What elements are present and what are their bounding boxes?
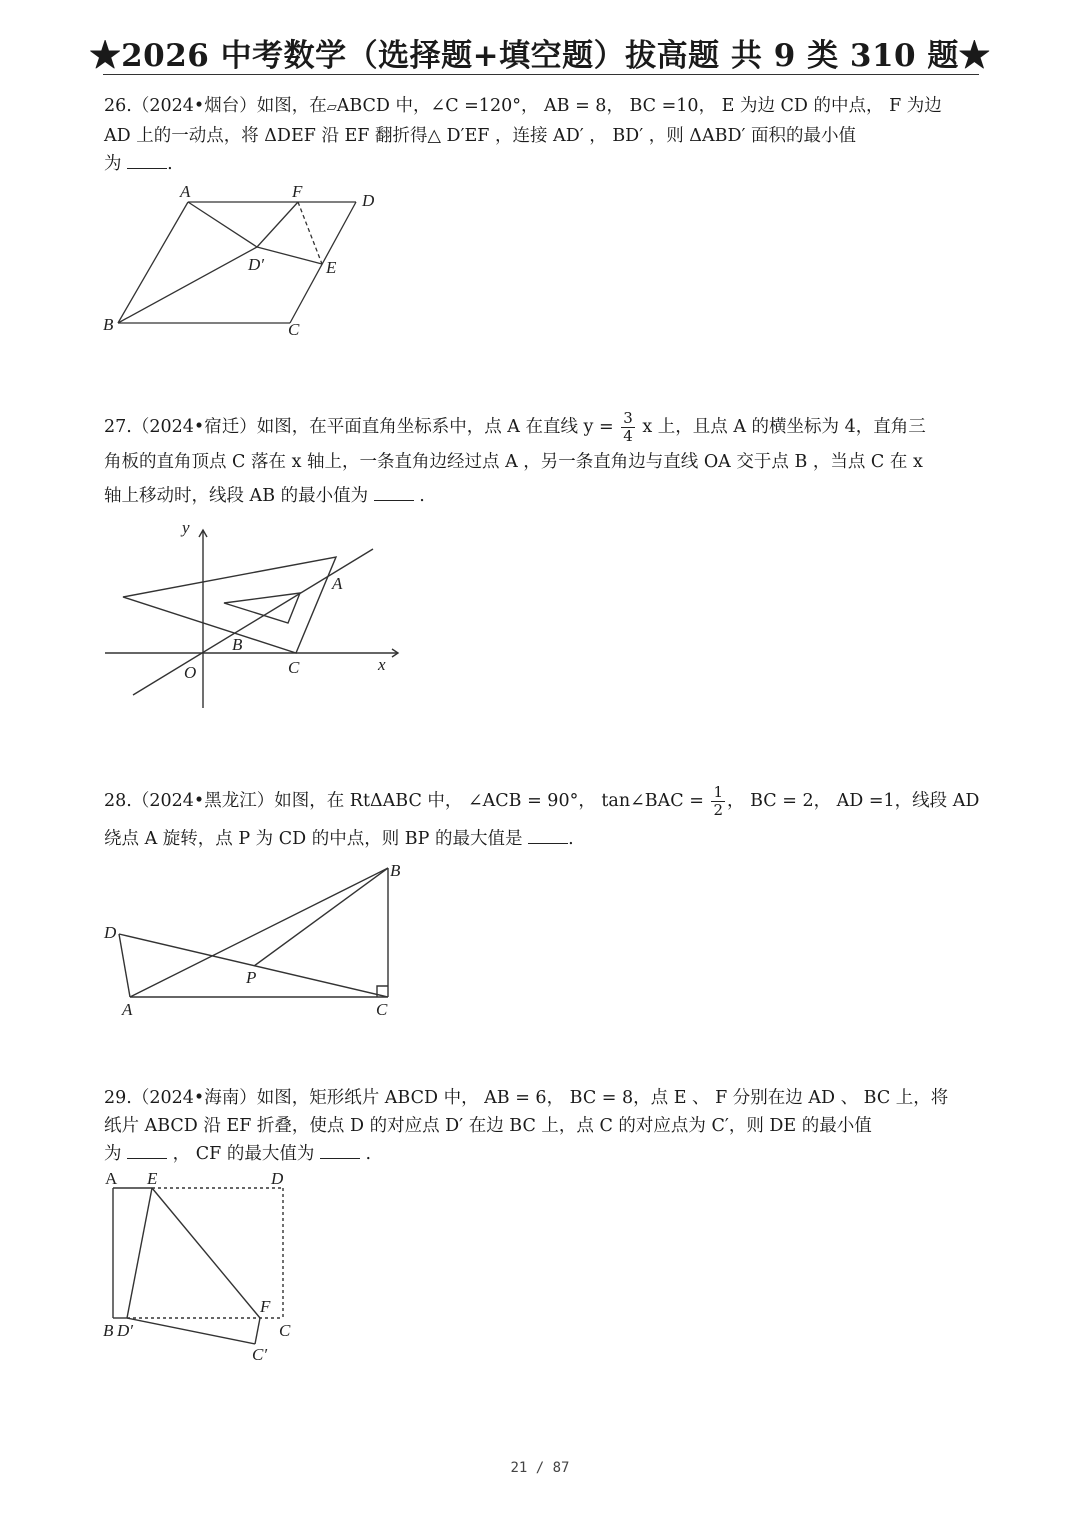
q27-label-C: C (288, 658, 300, 677)
q27-label-x: x (378, 655, 386, 674)
fraction-one-half: $\frac{1}{2}$ (713, 783, 724, 819)
page-number: 21 / 87 (510, 1460, 570, 1476)
parallelogram-icon: ▱ (326, 100, 337, 115)
figure-q28 (100, 860, 410, 1025)
q28-line1: 28.（2024•黑龙江）如图，在 RtΔABC 中， ∠ACB = 90°， tan∠BAC = $\frac{1}{2}$ ， BC = 2， AD =1，线段 AD (104, 783, 980, 819)
figure-q26 (100, 180, 390, 340)
q26-label-F: F (292, 182, 303, 201)
q28-label-P: P (246, 968, 257, 987)
q28-label-C: C (376, 1000, 388, 1019)
q27-line3: 轴上移动时，线段 AB 的最小值为 . (104, 479, 984, 513)
q26-label-E: E (326, 258, 337, 277)
figure-q29 (100, 1168, 310, 1368)
figure-q27 (100, 515, 410, 715)
q26-label-D: D (362, 191, 375, 210)
q28-label-B: B (390, 861, 401, 880)
q29-label-Dprime: D′ (117, 1321, 133, 1340)
q29-label-E: E (147, 1169, 158, 1188)
question-26 (104, 92, 984, 178)
q29-label-D: D (271, 1169, 284, 1188)
answer-blank[interactable] (528, 825, 568, 844)
q26-line1: 26.（2024•烟台）如图，在▱ABCD 中，∠C =120°， AB = 8， BC =10， E 为边 CD 的中点， F 为边 (104, 96, 942, 116)
q27-label-y: y (182, 518, 190, 537)
answer-blank[interactable] (127, 150, 167, 169)
document-header: ★2026 中考数学（选择题+填空题）拔高题 共 9 类 310 题★ (89, 38, 991, 74)
q29-label-B: B (103, 1321, 114, 1340)
q26-label-A: A (180, 182, 191, 201)
question-29 (104, 1084, 984, 1168)
header-rule (103, 74, 979, 75)
q27-label-A: A (332, 574, 343, 593)
q26-label-B: B (103, 315, 114, 334)
q28-line2: 绕点 A 旋转，点 P 为 CD 的中点，则 BP 的最大值是 . (104, 820, 984, 858)
q27-line1: 27.（2024•宿迁）如图，在平面直角坐标系中，点 A 在直线 y = $\frac{3}{4}$ x 上，且点 A 的横坐标为 4，直角三 (104, 409, 926, 445)
q26-label-C: C (288, 320, 300, 339)
q26-line2: AD 上的一动点，将 ΔDEF 沿 EF 翻折得△ D′EF ，连接 AD′ ， BD′ ，则 ΔABD′ 面积的最小值 (104, 126, 857, 146)
fraction-three-quarters: $\frac{3}{4}$ (623, 409, 633, 445)
q29-label-F: F (260, 1297, 271, 1316)
q28-label-D: D (104, 923, 117, 942)
q26-label-Dprime: D′ (248, 255, 264, 274)
q28-label-A: A (122, 1000, 133, 1019)
q29-label-Cprime: C′ (252, 1345, 268, 1364)
answer-blank-cf[interactable] (320, 1140, 360, 1159)
question-28 (104, 782, 984, 858)
q29-line2: 纸片 ABCD 沿 EF 折叠，使点 D 的对应点 D′ 在边 BC 上，点 C 的对应点为 C′，则 DE 的最小值 (104, 1116, 872, 1136)
question-27 (104, 410, 984, 513)
q27-label-O: O (184, 663, 197, 682)
answer-blank-de[interactable] (127, 1140, 167, 1159)
q27-label-B: B (232, 635, 243, 654)
q29-label-C: C (279, 1321, 291, 1340)
q29-line3: 为 ， CF 的最大值为 . (104, 1140, 984, 1168)
q26-line3: 为 . (104, 150, 984, 178)
q29-label-A: A (105, 1169, 118, 1188)
answer-blank[interactable] (374, 482, 414, 501)
q27-line2: 角板的直角顶点 C 落在 x 轴上，一条直角边经过点 A ，另一条直角边与直线 OA 交于点 B ，当点 C 在 x (104, 452, 923, 472)
q29-line1: 29.（2024•海南）如图，矩形纸片 ABCD 中， AB = 6， BC = 8，点 E 、 F 分别在边 AD 、 BC 上，将 (104, 1088, 949, 1108)
